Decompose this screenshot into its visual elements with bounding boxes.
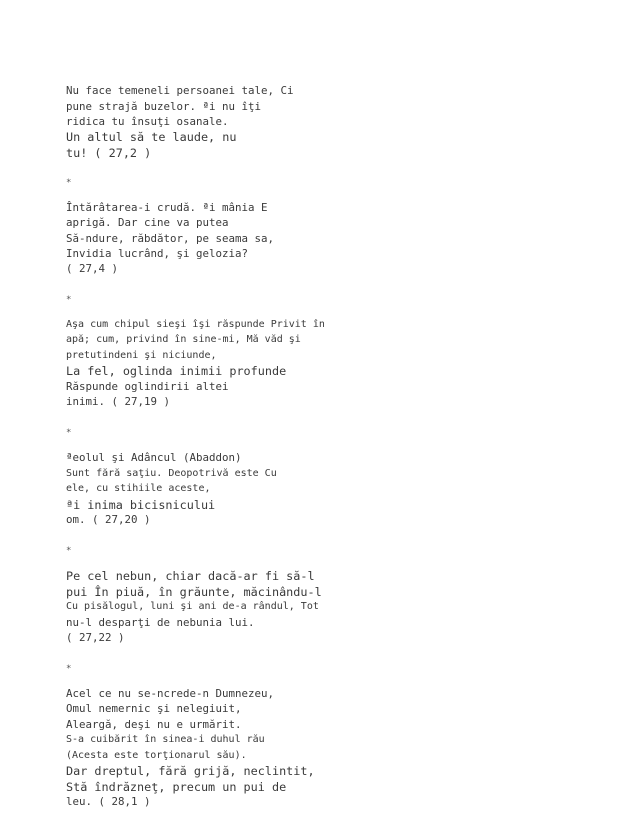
separator: * bbox=[66, 295, 72, 305]
text-line: Invidia lucrând, şi gelozia? bbox=[66, 247, 249, 260]
text-line: La fel, oglinda inimii profunde bbox=[66, 364, 287, 378]
text-line: Acel ce nu se-ncrede-n Dumnezeu, bbox=[66, 687, 275, 700]
text-line: aprigă. Dar cine va putea bbox=[66, 216, 229, 229]
text-line: Sunt fără saţiu. Deopotrivă este Cu bbox=[66, 468, 277, 479]
separator: * bbox=[66, 546, 72, 556]
text-line: Omul nemernic şi nelegiuit, bbox=[66, 702, 242, 715]
text-line: nu-l desparţi de nebunia lui. bbox=[66, 616, 255, 629]
text-line: (Acesta este torţionarul său). bbox=[66, 750, 247, 761]
text-line: pune strajă buzelor. ªi nu îţi bbox=[66, 100, 262, 113]
text-line: apă; cum, privind în sine-mi, Mă văd şi bbox=[66, 334, 301, 345]
separator: * bbox=[66, 664, 72, 674]
text-line: inimi. ( 27,19 ) bbox=[66, 395, 171, 408]
text-line: Răspunde oglindirii altei bbox=[66, 380, 229, 393]
separator: * bbox=[66, 428, 72, 438]
text-line: ( 27,4 ) bbox=[66, 262, 119, 275]
text-line: om. ( 27,20 ) bbox=[66, 513, 151, 526]
text-line: Dar dreptul, fără grijă, neclintit, bbox=[66, 764, 315, 778]
text-line: pui În piuă, în grăunte, măcinându-l bbox=[66, 585, 322, 599]
text-line: ªi inima bicisnicului bbox=[66, 498, 216, 512]
text-line: Un altul să te laude, nu bbox=[66, 130, 237, 144]
text-line: Nu face temeneli persoanei tale, Ci bbox=[66, 84, 294, 97]
text-line: Aleargă, deşi nu e urmărit. bbox=[66, 718, 242, 731]
text-line: Întărâtarea-i crudă. ªi mânia E bbox=[66, 201, 268, 214]
text-line: pretutindeni şi niciunde, bbox=[66, 350, 217, 361]
text-line: Să-ndure, răbdător, pe seama sa, bbox=[66, 232, 275, 245]
text-line: S-a cuibărit în sinea-i duhul rău bbox=[66, 734, 265, 745]
text-line: tu! ( 27,2 ) bbox=[66, 146, 152, 160]
text-line: ªeolul şi Adâncul (Abaddon) bbox=[66, 451, 242, 464]
text-line: Pe cel nebun, chiar dacă-ar fi să-l bbox=[66, 569, 315, 583]
text-line: leu. ( 28,1 ) bbox=[66, 795, 151, 808]
text-line: Stă îndrăzneţ, precum un pui de bbox=[66, 780, 287, 794]
text-line: Cu pisălogul, luni şi ani de-a rândul, Tot bbox=[66, 601, 319, 612]
text-line: ridica tu însuţi osanale. bbox=[66, 115, 229, 128]
text-line: ( 27,22 ) bbox=[66, 631, 125, 644]
separator: * bbox=[66, 178, 72, 188]
text-line: ele, cu stihiile aceste, bbox=[66, 483, 211, 494]
text-line: Aşa cum chipul sieşi îşi răspunde Privit în bbox=[66, 319, 325, 330]
